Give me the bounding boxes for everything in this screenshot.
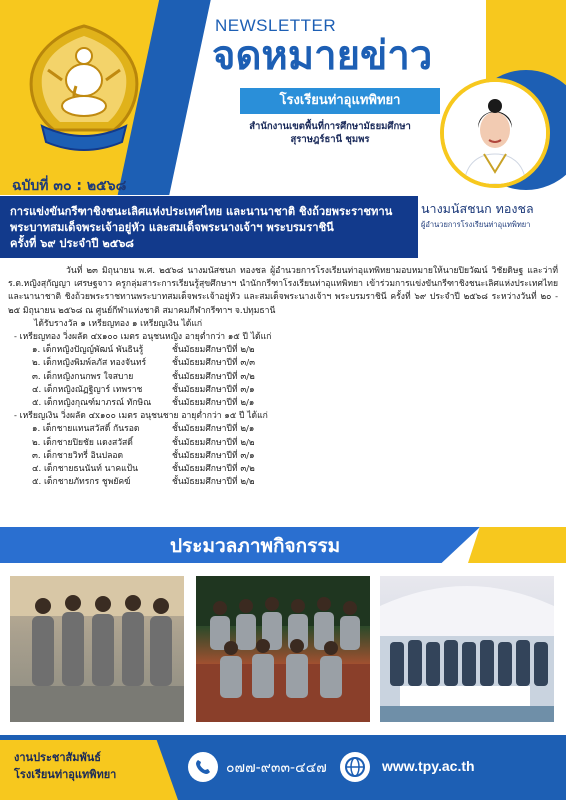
list-item [8, 423, 558, 436]
member-grade: ชั้นมัธยมศึกษาปีที่ ๒/๒ [172, 477, 255, 488]
member-grade: ชั้นมัธยมศึกษาปีที่ ๓/๒ [172, 371, 255, 382]
member-name: ๓. เด็กชายวิทรี่ อินปลอด [32, 450, 124, 461]
gold-heading: - เหรียญทอง วิ่งผลัด ๔x๑๐๐ เมตร อนุชนหญิง อายุต่ำกว่า ๑๕ ปี ได้แก่ [14, 332, 272, 343]
activity-photo-3 [380, 576, 554, 722]
activity-title: ประมวลภาพกิจกรรม [170, 535, 341, 557]
list-item [8, 344, 558, 357]
headline-line-2: พระบาทสมเด็จพระเจ้าอยู่หัว และสมเด็จพระนางเจ้าฯ พระบรมราชินี [10, 221, 334, 235]
school-name-band: โรงเรียนท่าอุแทพิทยา [240, 88, 440, 114]
office-line-1: สำนักงานเขตพื้นที่การศึกษามัธยมศึกษา [249, 121, 411, 132]
member-grade: ชั้นมัธยมศึกษาปีที่ ๒/๑ [172, 398, 255, 409]
headline-band [0, 196, 418, 258]
member-name: ๔. เด็กหญิงณัฏฐิญาร์ เทพราช [32, 384, 143, 395]
member-name: ๑. เด็กชายแทนสวัสดิ์ กันรอด [32, 424, 140, 435]
footer-pr [14, 749, 116, 783]
website-link[interactable]: www.tpy.ac.th [382, 758, 475, 774]
headline-line-1: การแข่งขันกรีฑาชิงชนะเลิศแห่งประเทศไทย และนานาชาติ ชิงถ้วยพระราชทาน [10, 205, 393, 218]
portrait-image [444, 82, 546, 184]
member-name: ๒. เด็กชายปิยชัย แดงสวัสดิ์ [32, 437, 133, 448]
member-grade: ชั้นมัธยมศึกษาปีที่ ๒/๒ [172, 345, 255, 356]
list-item [8, 476, 558, 489]
member-name: ๒. เด็กหญิงพิมพ์ลภัส ทองจันทร์ [32, 358, 147, 369]
list-item [8, 463, 558, 476]
footer-pr-line-2: โรงเรียนท่าอุแทพิทยา [14, 768, 117, 782]
activity-photo-2 [196, 576, 370, 722]
silver-heading: - เหรียญเงิน วิ่งผลัด ๔x๑๐๐ เมตร อนุชนชาย อายุต่ำกว่า ๑๕ ปี ได้แก่ [14, 411, 268, 422]
member-name: ๔. เด็กชายธนนันท์ นาคแป้น [32, 464, 138, 475]
member-name: ๓. เด็กหญิงกนกพร ใจสบาย [32, 371, 134, 382]
newsletter-label: NEWSLETTER [215, 16, 337, 35]
list-item [8, 450, 558, 463]
member-grade: ชั้นมัธยมศึกษาปีที่ ๓/๑ [172, 450, 255, 461]
member-name: ๕. เด็กชายภัทรกร ชูพยัคฆ์ [32, 477, 131, 488]
ganesha-logo [18, 22, 150, 154]
activity-band-accent [468, 527, 566, 563]
issue-number: ฉบับที่ ๓๐ : ๒๕๖๘ [12, 178, 127, 194]
newsletter-title: จดหมายข่าว [212, 33, 433, 79]
director-name: นางมนัสชนก ทองชล [421, 201, 534, 216]
office-name [225, 121, 435, 147]
member-name: ๕. เด็กหญิงกุณฑ์มาภรณ์ ทักษิณ [32, 398, 152, 409]
phone-number[interactable]: ๐๗๗-๙๓๓-๔๔๗ [226, 760, 327, 776]
member-grade: ชั้นมัธยมศึกษาปีที่ ๒/๒ [172, 437, 255, 448]
footer-pr-line-1: งานประชาสัมพันธ์ [14, 751, 101, 764]
gold-member-list [8, 344, 558, 410]
globe-icon [340, 752, 370, 782]
member-grade: ชั้นมัธยมศึกษาปีที่ ๓/๑ [172, 384, 255, 395]
director-position: ผู้อำนวยการโรงเรียนท่าอุแทพิทยา [421, 220, 531, 229]
activity-photo-1 [10, 576, 184, 722]
office-line-2: สุราษฎร์ธานี ชุมพร [290, 133, 370, 145]
list-item [8, 397, 558, 410]
list-item [8, 384, 558, 397]
phone-icon [188, 752, 218, 782]
header [0, 0, 566, 195]
list-item [8, 437, 558, 450]
headline-line-3: ครั้งที่ ๖๙ ประจำปี ๒๕๖๘ [10, 237, 134, 251]
silver-member-list [8, 423, 558, 489]
award-summary: ได้รับรางวัล ๑ เหรียญทอง ๑ เหรียญเงิน ได้แก่ [34, 318, 203, 329]
member-grade: ชั้นมัธยมศึกษาปีที่ ๒/๑ [172, 424, 255, 435]
article-paragraph: วันที่ ๒๓ มิถุนายน พ.ศ. ๒๕๖๘ นางมนัสชนก ทองชล ผู้อำนวยการโรงเรียนท่าอุแทพิทยามอบหมายให้นายปิยวัฒน์ วิชัยดิษฐ และว่าที่ร.ต.หญิงสุกัญญา เศรษฐจาว ครูกลุ่มสาระการเรียนรู้สุขศึกษาฯ นำนักกรีฑาโรงเรียนท่าอุแทพิทยา เข้าร่วมการแข่งขันกรีฑาชิงชนะเลิศแห่งประเทศไทย และนานาชาติ ชิงถ้วยพระราชทานพระบาทสมเด็จพระเจ้าอยู่หัว และสมเด็จพระนางเจ้าฯ พระบรมราชินี ครั้งที่ ๖๙ ประจำปี ๒๕๖๘ ระหว่างวันที่ ๒๐ - ๒๕ มิถุนายน ๒๕๖๘ ณ ศูนย์กีฬาแห่งชาติ สมาคมกีฬากรีฑาฯ จ.ปทุมธานี [8, 266, 558, 316]
article-body [8, 265, 558, 489]
list-item [8, 371, 558, 384]
list-item [8, 357, 558, 370]
director-portrait [440, 78, 550, 188]
member-grade: ชั้นมัธยมศึกษาปีที่ ๓/๒ [172, 464, 255, 475]
member-name: ๑. เด็กหญิงปัญญ์พัฒน์ พันธินรู้ [32, 345, 144, 356]
member-grade: ชั้นมัธยมศึกษาปีที่ ๓/๓ [172, 358, 255, 369]
